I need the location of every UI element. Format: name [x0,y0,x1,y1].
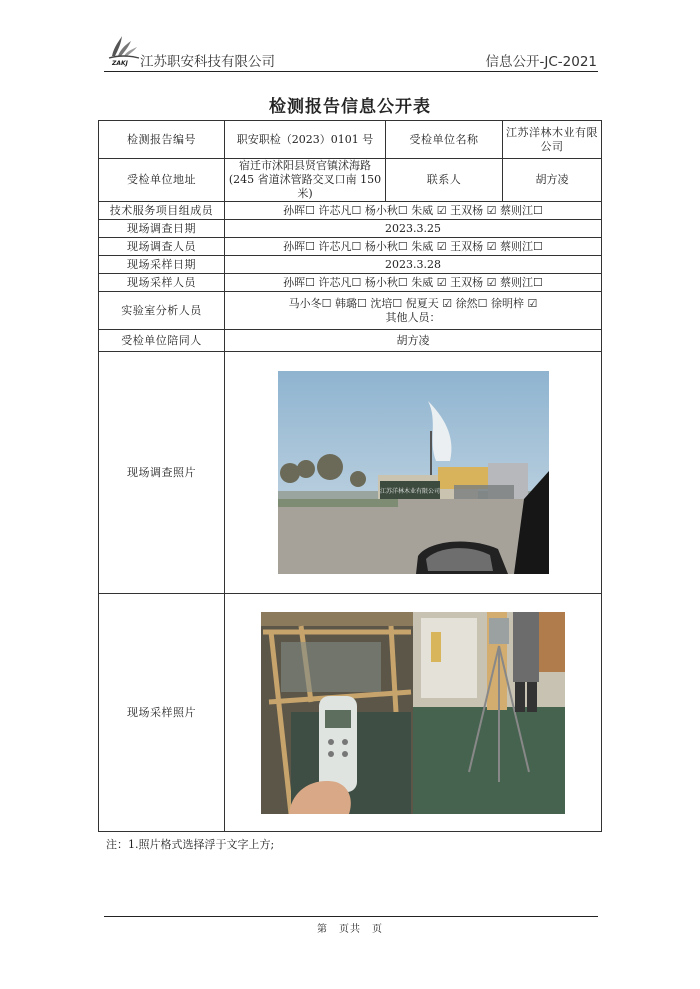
row-survey-date [99,220,602,238]
footer-divider [104,916,598,917]
survey-staff-value: 孙晖☐ 许芯凡☐ 杨小秋☐ 朱威 ☑ 王双杨 ☑ 蔡则江☐ [225,238,602,256]
survey-photo-label: 现场调查照片 [99,352,225,594]
header-divider [104,71,598,72]
sampling-date-label: 现场采样日期 [99,256,225,274]
row-team [99,202,602,220]
report-no-value: 职安职检（2023）0101 号 [225,121,386,159]
team-value: 孙晖☐ 许芯凡☐ 杨小秋☐ 朱威 ☑ 王双杨 ☑ 蔡则江☐ [225,202,602,220]
gate-sign-text: 江苏洋林木业有限公司 [379,488,440,495]
report-table [98,120,602,832]
sampling-photo-label: 现场采样照片 [99,594,225,832]
lab-label: 实验室分析人员 [99,292,225,330]
sampling-staff-label: 现场采样人员 [99,274,225,292]
sampling-staff-value: 孙晖☐ 许芯凡☐ 杨小秋☐ 朱威 ☑ 王双杨 ☑ 蔡则江☐ [225,274,602,292]
survey-date-value: 2023.3.25 [225,220,602,238]
footnote: 注：1.照片格式选择浮于文字上方; [106,838,275,851]
company-name: 江苏职安科技有限公司 [140,54,275,70]
page-header [104,30,597,72]
survey-date-label: 现场调查日期 [99,220,225,238]
row-survey-staff [99,238,602,256]
company-logo [106,32,140,68]
row-escort [99,330,602,352]
contact-label: 联系人 [386,159,503,202]
row-lab-staff [99,292,602,330]
lab-staff-cell [225,292,602,330]
report-no-label: 检测报告编号 [99,121,225,159]
document-code: 信息公开-JC-2021 [485,54,597,70]
sampling-photo-cell [225,594,602,832]
client-name: 江苏洋林木业有限公司 [503,121,602,159]
row-survey-photo [99,352,602,594]
survey-photo-cell [225,352,602,594]
sampling-photo [261,612,565,814]
team-label: 技术服务项目组成员 [99,202,225,220]
row-sampling-photo [99,594,602,832]
page-number: 第 页共 页 [317,924,383,935]
page-title: 检测报告信息公开表 [269,97,431,117]
escort-value: 胡方凌 [225,330,602,352]
row-address [99,159,602,202]
sampling-date-value: 2023.3.28 [225,256,602,274]
client-label: 受检单位名称 [386,121,503,159]
survey-staff-label: 现场调查人员 [99,238,225,256]
address-value: 宿迁市沭阳县贤官镇沭海路(245 省道沭管路交叉口南 150 米) [225,159,386,202]
row-report-number [99,121,602,159]
row-sampling-staff [99,274,602,292]
address-label: 受检单位地址 [99,159,225,202]
contact-value: 胡方凌 [503,159,602,202]
row-sampling-date [99,256,602,274]
escort-label: 受检单位陪同人 [99,330,225,352]
lab-others-value: 其他人员： [385,310,441,324]
logo-text: ZAKJ [112,60,128,67]
survey-photo [278,371,549,574]
lab-staff-value: 马小冬☐ 韩璐☐ 沈培☐ 倪夏天 ☑ 徐然☐ 徐明梓 ☑ [288,296,538,310]
